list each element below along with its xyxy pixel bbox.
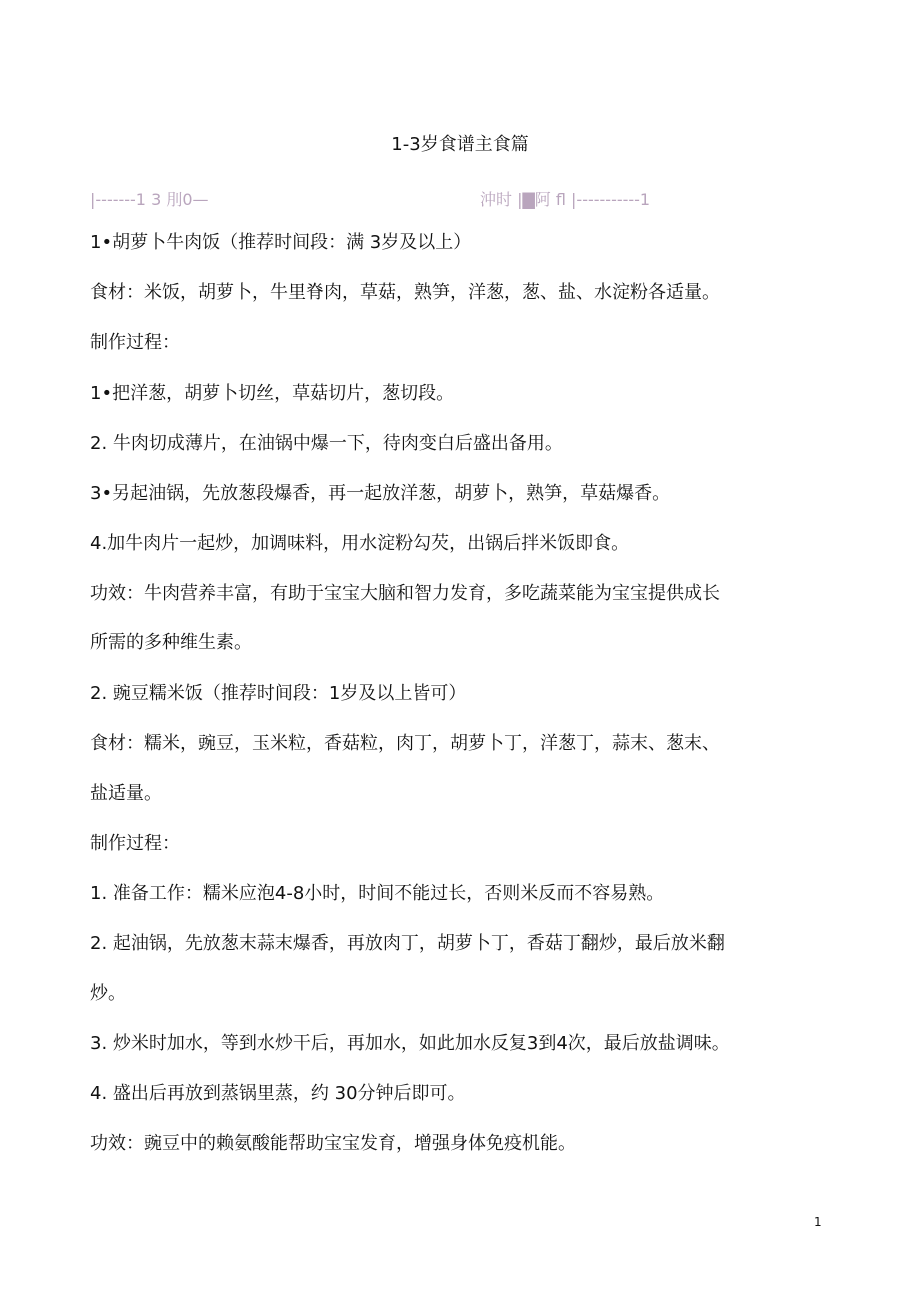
- recipe2-process-label: 制作过程：: [90, 833, 180, 854]
- recipe2-heading: 2. 豌豆糯米饭（推荐时间段：1岁及以上皆可）: [90, 683, 467, 704]
- recipe2-ingredients: 食材：糯米，豌豆，玉米粒，香菇粒，肉丁，胡萝卜丁，洋葱丁，蒜末、葱末、: [90, 733, 720, 754]
- recipe2-ingredients-cont: 盐适量。: [90, 783, 162, 804]
- recipe1-step-1: 1•把洋葱，胡萝卜切丝，草菇切片，葱切段。: [90, 383, 455, 404]
- recipe1-ingredients: 食材：米饭，胡萝卜，牛里脊肉，草菇，熟笋，洋葱，葱、盐、水淀粉各适量。: [90, 282, 720, 303]
- recipe2-step-2: 2. 起油锅，先放葱末蒜末爆香，再放肉丁，胡萝卜丁，香菇丁翻炒，最后放米翻: [90, 933, 725, 954]
- recipe1-step-3: 3•另起油锅，先放葱段爆香，再一起放洋葱，胡萝卜，熟笋，草菇爆香。: [90, 483, 671, 504]
- recipe1-process-label: 制作过程：: [90, 332, 180, 353]
- recipe1-step-4: 4.加牛肉片一起炒，加调味料，用水淀粉勾芡，出锅后拌米饭即食。: [90, 533, 630, 554]
- recipe2-step-2-cont: 炒。: [90, 983, 126, 1004]
- recipe1-benefit: 功效：牛肉营养丰富，有助于宝宝大脑和智力发育，多吃蔬菜能为宝宝提供成长: [90, 583, 720, 604]
- header-fragment-right: 沖时 |▇阿 fl |-----------1: [480, 190, 651, 209]
- recipe1-benefit-cont: 所需的多种维生素。: [90, 632, 252, 653]
- recipe1-heading: 1•胡萝卜牛肉饭（推荐时间段：满 3岁及以上）: [90, 232, 472, 253]
- recipe1-step-2: 2. 牛肉切成薄片，在油锅中爆一下，待肉变白后盛出备用。: [90, 433, 563, 454]
- recipe2-step-3: 3. 炒米时加水，等到水炒干后，再加水，如此加水反复3到4次，最后放盐调味。: [90, 1033, 730, 1054]
- recipe2-benefit: 功效：豌豆中的赖氨酸能帮助宝宝发育，增强身体免疫机能。: [90, 1133, 576, 1154]
- recipe2-step-4: 4. 盛出后再放到蒸锅里蒸，约 30分钟后即可。: [90, 1083, 466, 1104]
- header-fragment-left: |-------1 3 刖0—: [90, 190, 209, 209]
- table-header-artifact: [90, 187, 650, 211]
- recipe2-step-1: 1. 准备工作：糯米应泡4-8小时，时间不能过长，否则米反而不容易熟。: [90, 883, 665, 904]
- page-title: 1-3岁食谱主食篇: [391, 134, 529, 155]
- page-number: 1: [814, 1215, 822, 1229]
